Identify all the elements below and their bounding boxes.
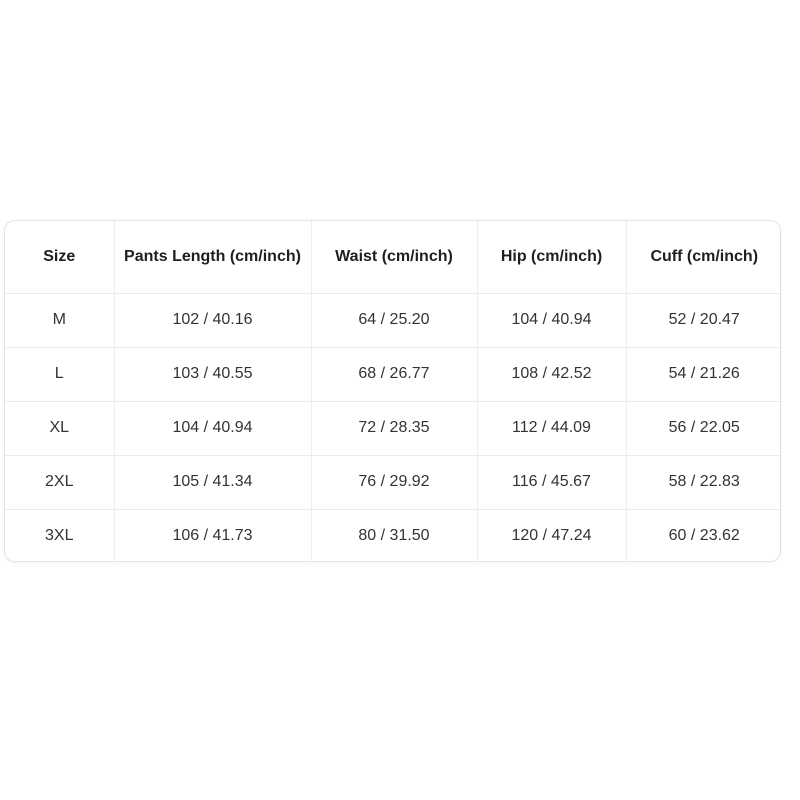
cell-cuff: 58 / 22.83 bbox=[626, 455, 781, 509]
cell-size: XL bbox=[5, 401, 114, 455]
cell-pants-length: 106 / 41.73 bbox=[114, 509, 311, 562]
table-row bbox=[5, 509, 781, 562]
table-row bbox=[5, 293, 781, 347]
header-size: Size bbox=[5, 221, 114, 293]
table-row bbox=[5, 455, 781, 509]
table-header-row bbox=[5, 221, 781, 293]
cell-waist: 76 / 29.92 bbox=[311, 455, 477, 509]
cell-cuff: 54 / 21.26 bbox=[626, 347, 781, 401]
cell-waist: 64 / 25.20 bbox=[311, 293, 477, 347]
cell-waist: 72 / 28.35 bbox=[311, 401, 477, 455]
cell-waist: 68 / 26.77 bbox=[311, 347, 477, 401]
cell-pants-length: 103 / 40.55 bbox=[114, 347, 311, 401]
header-cuff: Cuff (cm/inch) bbox=[626, 221, 781, 293]
cell-size: M bbox=[5, 293, 114, 347]
header-waist: Waist (cm/inch) bbox=[311, 221, 477, 293]
cell-cuff: 56 / 22.05 bbox=[626, 401, 781, 455]
cell-size: L bbox=[5, 347, 114, 401]
table-row bbox=[5, 347, 781, 401]
cell-hip: 108 / 42.52 bbox=[477, 347, 626, 401]
cell-pants-length: 104 / 40.94 bbox=[114, 401, 311, 455]
cell-hip: 112 / 44.09 bbox=[477, 401, 626, 455]
size-chart-card bbox=[4, 220, 781, 562]
cell-cuff: 60 / 23.62 bbox=[668, 527, 740, 545]
cell-pants-length: 102 / 40.16 bbox=[114, 293, 311, 347]
cell-size: 3XL bbox=[5, 509, 114, 562]
cell-hip: 104 / 40.94 bbox=[477, 293, 626, 347]
cell-pants-length: 105 / 41.34 bbox=[114, 455, 311, 509]
header-hip: Hip (cm/inch) bbox=[477, 221, 626, 293]
header-pants-length: Pants Length (cm/inch) bbox=[114, 221, 311, 293]
cell-hip: 116 / 45.67 bbox=[477, 455, 626, 509]
cell-cuff: 52 / 20.47 bbox=[626, 293, 781, 347]
cell-waist: 80 / 31.50 bbox=[311, 509, 477, 562]
size-chart-table bbox=[5, 221, 781, 562]
table-row bbox=[5, 401, 781, 455]
cell-hip: 120 / 47.24 bbox=[477, 509, 626, 562]
cell-size: 2XL bbox=[5, 455, 114, 509]
